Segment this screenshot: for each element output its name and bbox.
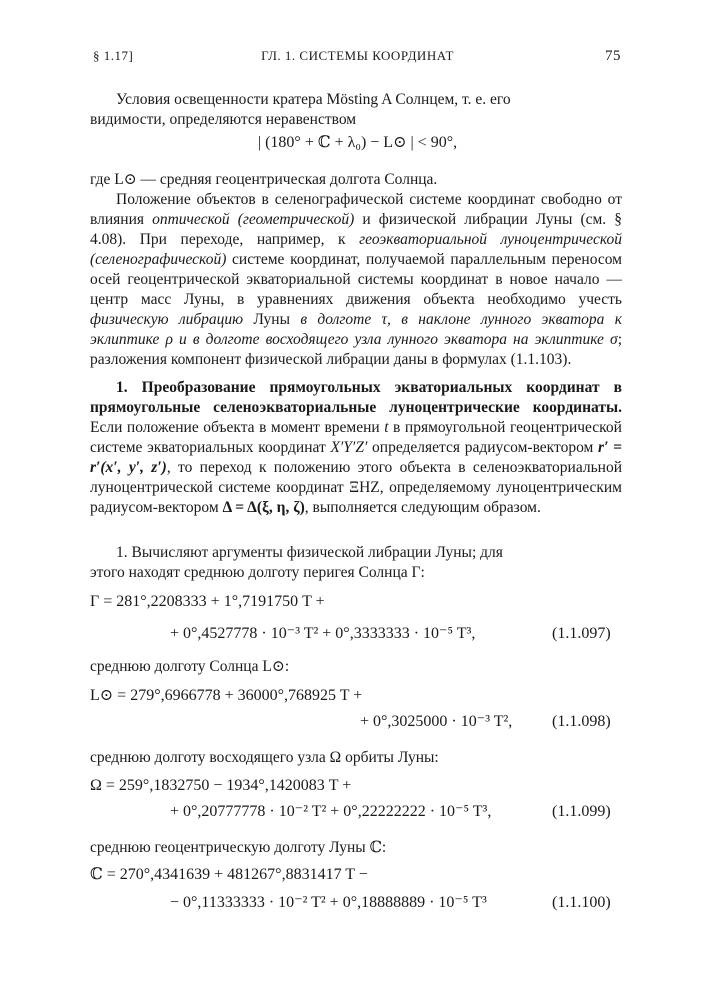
- label-moon-longitude: среднюю геоцентрическую долготу Луны ℂ:: [90, 839, 387, 856]
- section-1: [90, 378, 622, 518]
- para2-text-2: и физической либрации Луны (см. § 4.08). При переходе, например, к: [90, 211, 622, 248]
- section-ref: § 1.17]: [93, 48, 134, 63]
- where-line: где L⊙ — средняя геоцентрическая долгота Солнца.: [90, 171, 438, 188]
- para2-italic-1: оптической (геометрической): [152, 211, 355, 228]
- formula-097-number: (1.1.097): [552, 625, 611, 642]
- intro-block: [90, 90, 622, 130]
- label-node-longitude: среднюю долготу восходящего узла Ω орбиты Луны:: [90, 749, 439, 766]
- delta-vector: Δ = Δ(ξ, η, ζ): [222, 499, 305, 516]
- section-1-text-3: определяется радиусом-вектором: [367, 439, 599, 456]
- label-sun-longitude: среднюю долготу Солнца L⊙:: [90, 658, 290, 675]
- section-1-text-4: , то переход к положению этого объекта в селеноэкваториальной луноцентрической системе координат ΞHZ, определяемому луноцентрическим радиусом-вектором: [90, 459, 622, 516]
- running-title: ГЛ. 1. СИСТЕМЫ КООРДИНАТ: [261, 48, 454, 63]
- para2-italic-4: в долготе τ, в наклоне лунного экватора к эклиптике ρ и в долготе восходящего узла лунного экватора на эклиптике σ: [90, 311, 622, 348]
- formula-098-number: (1.1.098): [552, 713, 611, 730]
- para2-italic-2: геоэкваториальной луноцентрической (селенографической): [90, 231, 622, 268]
- page-number: 75: [605, 48, 621, 64]
- formula-097-line-2: + 0°,4527778 · 10⁻³ T² + 0°,3333333 · 10⁻⁵ T³,: [170, 625, 476, 642]
- formula-100-number: (1.1.100): [552, 894, 611, 911]
- formula-099-line-1: Ω = 259°,1832750 − 1934°,1420083 T +: [90, 777, 352, 794]
- section-1-text-1: Если положение объекта в момент времени: [90, 419, 385, 436]
- formula-099-line-2: + 0°,20777778 · 10⁻² T² + 0°,22222222 · 10⁻⁵ T³,: [170, 803, 492, 820]
- time-variable: t: [384, 419, 389, 436]
- section-1-text-2: в прямоугольной геоцентрической системе экваториальных координат: [90, 419, 622, 456]
- radius-vector: r′ = r′(x′, y′, z′): [90, 439, 622, 476]
- formula-100-line-1: ℂ = 270°,4341639 + 481267°,8831417 T −: [90, 866, 368, 883]
- formula-100-line-2: − 0°,11333333 · 10⁻² T² + 0°,18888889 · 10⁻⁵ T³: [170, 894, 487, 911]
- formula-098-line-2: + 0°,3025000 · 10⁻³ T²,: [360, 713, 513, 730]
- paragraph-selenographic: [90, 190, 622, 370]
- formula-099-number: (1.1.099): [552, 803, 611, 820]
- para2-text-3: системе координат, получаемой параллельным переносом осей геоцентрической экваториальной системы координат в новое начало — центр масс Луны, в уравнениях движения объекта необходимо учесть: [90, 251, 622, 308]
- formula-097-line-1: Γ = 281°,2208333 + 1°,7191750 T +: [90, 593, 325, 610]
- step-1: [90, 543, 622, 583]
- axes-label: X′Y′Z′: [330, 439, 368, 456]
- para2-text-1: Положение объектов в селенографической системе координат свободно от влияния: [90, 191, 622, 228]
- step-1-line-2: этого находят среднюю долготу перигея Солнца Γ:: [90, 564, 425, 581]
- para2-text-4: Луны: [243, 311, 301, 328]
- where-block: [90, 170, 622, 190]
- step-1-line-1: 1. Вычисляют аргументы физической либрации Луны; для: [116, 544, 503, 561]
- para2-text-5: ; разложения компонент физической либрации даны в формулах (1.1.103).: [90, 331, 622, 368]
- section-1-heading: 1. Преобразование прямоугольных экваториальных координат в прямоугольные селеноэкваториальные луноцентрические координаты.: [90, 379, 622, 416]
- para2-italic-3: физическую либрацию: [90, 311, 244, 328]
- inequality: | (180° + ℂ + λ₀) − L⊙ | < 90°,: [257, 134, 458, 151]
- formula-098-line-1: L⊙ = 279°,6966778 + 36000°,768925 T +: [90, 687, 363, 704]
- intro-line-2: видимости, определяются неравенством: [90, 111, 357, 128]
- intro-line-1: Условия освещенности кратера Mösting A Солнцем, т. е. его: [116, 91, 511, 108]
- section-1-text-5: , выполняется следующим образом.: [304, 499, 541, 516]
